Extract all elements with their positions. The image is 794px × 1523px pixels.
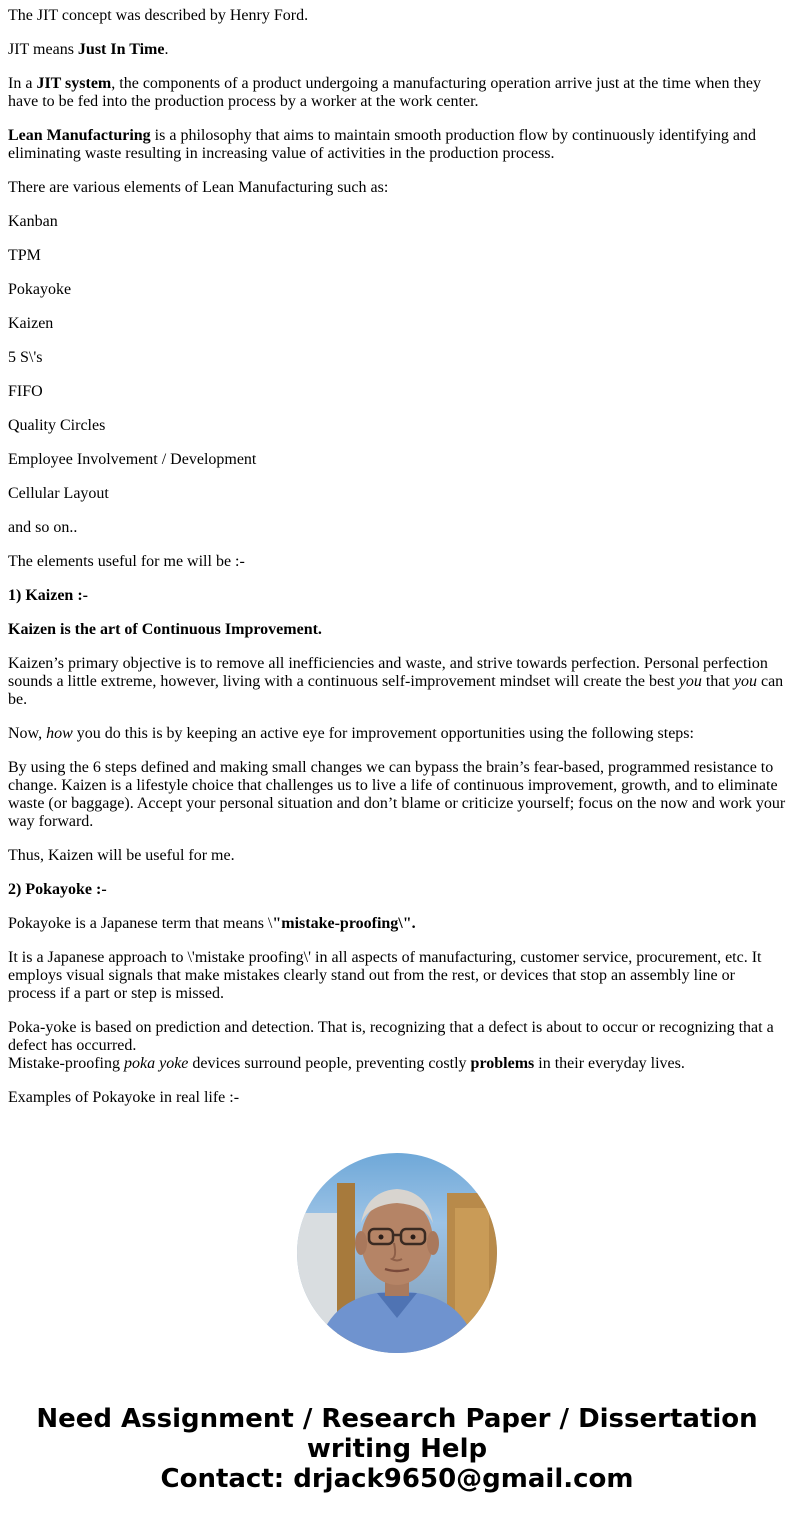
italic-text: how xyxy=(46,725,73,742)
author-photo xyxy=(297,1153,497,1353)
bold-text: Just In Time xyxy=(77,41,165,58)
list-item: Employee Involvement / Development xyxy=(8,451,257,468)
italic-text: you xyxy=(678,673,702,690)
paragraph: Thus, Kaizen will be useful for me. xyxy=(8,847,235,864)
paragraph: Pokayoke is a Japanese term that means \"mistake-proofing\". xyxy=(8,915,416,932)
list-item: and so on.. xyxy=(8,519,78,536)
paragraph: There are various elements of Lean Manufacturing such as: xyxy=(8,179,389,196)
list-item: Cellular Layout xyxy=(8,485,109,502)
paragraph: Examples of Pokayoke in real life :- xyxy=(8,1089,240,1106)
paragraph: The elements useful for me will be :- xyxy=(8,553,245,570)
contact-line: Contact: drjack9650@gmail.com xyxy=(160,1464,634,1494)
paragraph: Lean Manufacturing is a philosophy that aims to maintain smooth production flow by continuously identifying and eliminating waste resulting in increasing value of activities in the production process. xyxy=(8,127,756,162)
paragraph: Poka-yoke is based on prediction and detection. That is, recognizing that a defect is about to occur or recognizing that a defect has occurred. Mistake-proofing poka yoke devices surround people, preventing costly problems in their everyday lives. xyxy=(8,1019,774,1072)
bold-text: problems xyxy=(470,1055,535,1072)
paragraph: It is a Japanese approach to \'mistake proofing\' in all aspects of manufacturing, customer service, procurement, etc. It employs visual signals that make mistakes clearly stand out from the rest, or devices that stop an assembly line or process if a part or step is missed. xyxy=(8,949,762,1002)
section-heading: 1) Kaizen :- xyxy=(8,587,88,604)
list-item: FIFO xyxy=(8,383,43,400)
italic-text: you xyxy=(733,673,757,690)
banner-line: writing Help xyxy=(306,1434,488,1464)
bold-text: "mistake-proofing\". xyxy=(272,915,416,932)
contact-banner xyxy=(0,1404,794,1494)
paragraph: Now, how you do this is by keeping an active eye for improvement opportunities using the following steps: xyxy=(8,725,694,742)
list-item: 5 S\'s xyxy=(8,349,43,366)
list-item: Kanban xyxy=(8,213,58,230)
section-heading: 2) Pokayoke :- xyxy=(8,881,107,898)
paragraph: In a JIT system, the components of a product undergoing a manufacturing operation arrive just at the time when they have to be fed into the production process by a worker at the work center. xyxy=(8,75,761,110)
banner-line: Need Assignment / Research Paper / Dissertation xyxy=(36,1404,758,1434)
list-item: Kaizen xyxy=(8,315,54,332)
italic-text: poka yoke xyxy=(123,1055,189,1072)
paragraph: Kaizen’s primary objective is to remove all inefficiencies and waste, and strive towards perfection. Personal perfection sounds a little extreme, however, living with a continuous self-improvement mindset will create the best you that you can be. xyxy=(8,655,784,708)
paragraph: The JIT concept was described by Henry Ford. xyxy=(8,7,309,24)
paragraph: JIT means Just In Time. xyxy=(8,41,169,58)
bold-text: JIT system xyxy=(36,75,112,92)
section-subheading: Kaizen is the art of Continuous Improvement. xyxy=(8,621,322,638)
list-item: Pokayoke xyxy=(8,281,72,298)
list-item: Quality Circles xyxy=(8,417,106,434)
paragraph: By using the 6 steps defined and making small changes we can bypass the brain’s fear-based, programmed resistance to change. Kaizen is a lifestyle choice that challenges us to live a life of continuous improvement, growth, and to eliminate waste (or baggage). Accept your personal situation and don’t blame or criticize yourself; focus on the now and work your way forward. xyxy=(8,759,786,830)
portrait-image xyxy=(297,1153,497,1353)
bold-text: Lean Manufacturing xyxy=(8,127,151,144)
list-item: TPM xyxy=(8,247,41,264)
